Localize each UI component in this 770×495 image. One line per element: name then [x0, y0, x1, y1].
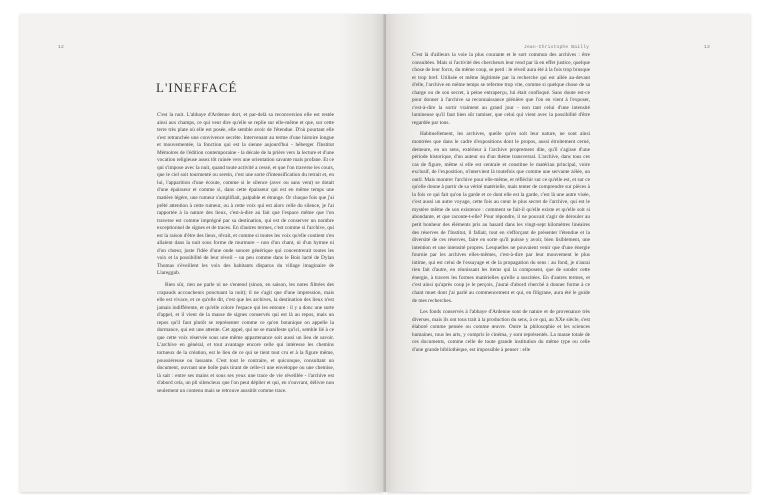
paragraph: Habituellement, les archives, quelle qu'en soit leur nature, ne sont ainsi montrées que dans le cadre d'expositions dont le propos, aussi étroitement cerné, demeure, en un sens, extérieur à l'archive proprement dite, qu'il s'agisse d'une période historique, d'un auteur ou d'un thème transversal. L'archive, dans tous ces cas de figure, même si elle est centrale et constitue le matériau principal, voire exclusif, de l'exposition, n'intervient là toutefois que comme une servante zélée, un outil. Mais montrer l'archive pour elle-même, et réfléchir sur ce qu'elle est, et sur ce qu'elle donne à partir de sa vérité matérielle, mais tenter de comprendre sur pièces à la fois ce qui fait qu'on la garde et ce dont elle est la garde, c'est là une autre visée, c'est aussi un autre voyage, cette fois au cœur le plus secret de l'archive, qui est le mystère même de son existence : comment se fait-il qu'elle existe et qu'elle soit si abondante, et que raconte-t-elle? Pour répondre, il ne pouvait s'agir de dérouler au petit bonheur des éléments pris au hasard dans les vingt-sept kilomètres linéaires des réserves de l'Institut, il fallait, tout en s'efforçant de présenter l'étendue et la diversité de ces réserves, faire en sorte qu'il puisse y avoir, bien lisiblement, une intention et une intensité propres. Lesquelles ne pouvaient venir que d'une énergie fournie par les archives elles-mêmes, c'est-à-dire par leur mouvement le plus intime, qui est celui de l'essayage et de la propagation du sens : au fond, je n'aurai rien fait d'autre, en réunissant les items qui la composent, que de sonder cette énergie, à travers les formes matérielles qu'elle a suscitées. En d'autres termes, et c'est ainsi qu'après coup je le perçois, j'aurai d'abord cherché à donner forme à ce chant muet dont j'ai parlé au commencement et qui, en filigrane, aura été le guide de mes recherches. [412, 131, 590, 304]
paragraph: C'est là d'ailleurs la voie la plus courante et le sort commun des archives : être consultées. Mais si l'activité des chercheurs leur rend par là en effet justice, quelque chose de leur force, du même coup, se perd : le réveil aura été à la fois trop brusque et trop bref. Utilisée et même légitimée par la recherche qui est allée au-devant d'elle, l'archive en même temps se referme trop vite, comme si quelque chose de sa charge ou de son secret, à peine entraperçu, lui était confisqué. Sans doute est-ce pour donner à l'archive sa reconnaissance plénière que l'on en vient à l'exposer, c'est-à-dire la sortir vraiment au grand jour - non tant celui d'une intensité lumineuse qu'il faut bien sûr tamiser, que celui qui vient avec la possibilité d'être regardée par tous. [412, 52, 590, 126]
running-head-author: Jean-Christophe Bailly [524, 45, 590, 50]
right-page [386, 14, 750, 492]
right-body-text [412, 52, 590, 358]
paragraph: Bien sûr, rien ne parle ni ne s'entend (sinon, en saison, les notes filtrées des crapauds accoucheurs ponctuant la nuit); il ne s'agit que d'une impression, mais elle est vivace, et ce qu'elle dit, c'est que les archives, la destination des lieux n'est jamais indifférente, et qu'elle colore l'espace qui les entoure : il y a donc une sorte d'appel, et il vient de la masse de signes conservés qui est là au repos, mais un repos qu'il faut plutôt se représenter comme ce qu'en botanique on appelle la dormance, qui est une attente. Cet appel, qui ne se manifeste qu'ici, semble lié à ce que cette voix réservée sous une même appartenance soit aussi un lieu de savoir. L'archive en général, et tout avantage encore celle qui intéresse les chemins tortueux de la création, est le lieu de ce qui se tient tout cru et à la figure même, poussiéreuse ou lassante. C'est tout le contraire, et quiconque, consultant un document, ouvrant une boîte puis tirant de celle-ci une enveloppe ou une chemise, là sait : entre ses mains et sous ses yeux une trace de vie réveillée - l'archive est d'abord cela, un pli silencieux que l'on peut déplier et qui, en s'ouvrant, délivre non seulement un contenu mais se retrouve aussitôt comme trace. [157, 282, 334, 394]
left-page [20, 14, 384, 492]
chapter-title: L'INEFFACÉ [156, 80, 238, 95]
right-folio: 13 [704, 45, 710, 50]
left-folio: 12 [58, 45, 64, 50]
left-body-text [157, 112, 334, 399]
paragraph: Les fonds conservés à l'abbaye d'Ardenne sont de nature et de provenance très diverses, mais ils ont tous trait à la production du sens, à ce qui, au XXe siècle, s'est élaboré comme pensée ou comme œuvre. Outre la philosophie et les sciences humaines, tous les arts, y compris le cinéma, y sont représentés. La masse totale de ces documents, comme celle de toute grande institution du même type ou celle d'une grande bibliothèque, est impossible à penser : elle [412, 309, 590, 353]
paragraph: C'est la nuit. L'abbaye d'Ardenne dort, et par-delà sa reconversion elle est restée ainsi aux champs, ce qui veut dire qu'elle se replie sur elle-même et que, sur cette terre très plate où elle est posée, elle semble avoir de l'étendue. D'où pourtant elle s'est retranchée une convivence secrète. Intervenant au terme d'une histoire longue et mouvementée, la fonction qui est la sienne aujourd'hui - héberger l'Institut Mémoires de l'édition contemporaine - la décale de la prière vers la lecture et d'une vocation religieuse assez tôt ruinée vers une orientation savante mais profane. Et ce qui s'impose avec la nuit, quand toute activité a cessé, et que l'on traverse les cours, que le ciel soit tourmenté ou serein, c'est une sorte d'intensification du retrait et, en lui, l'apparition d'une écoute, comme si le silence (avec ou sans vent) se dotait d'une épaisseur et comme si, dans cette épaisseur qui est en même temps une matière légère, une rumeur s'amplifiait, palpable et étrange. Or chaque fois que j'ai prêté attention à cette rumeur, ou à cette voix qui est alors celle du silence, je l'ai rapportée à la nature des lieux, c'est-à-dire au fait que l'espace même que l'on traverse est comme imprégné par sa destination, qui est de conserver un nombre exceptionnel de signes et de traces. En d'autres termes, c'est comme si l'archive, qui est la raison d'être des lieux, rêvait, et comme si toutes les voix qu'elle contient s'en allaient dans la nuit sous forme de murmure – non d'un chant, ni d'un hymne ni d'un chœur, juste l'idée d'une onde sonore générique qui concentrerait toutes les voix et la possibilité de leur réveil – un peu comme dans le Bois lacté de Dylan Thomas s'éveillent les voix des habitants disparus du village imaginaire de Llareggub. [157, 112, 335, 277]
